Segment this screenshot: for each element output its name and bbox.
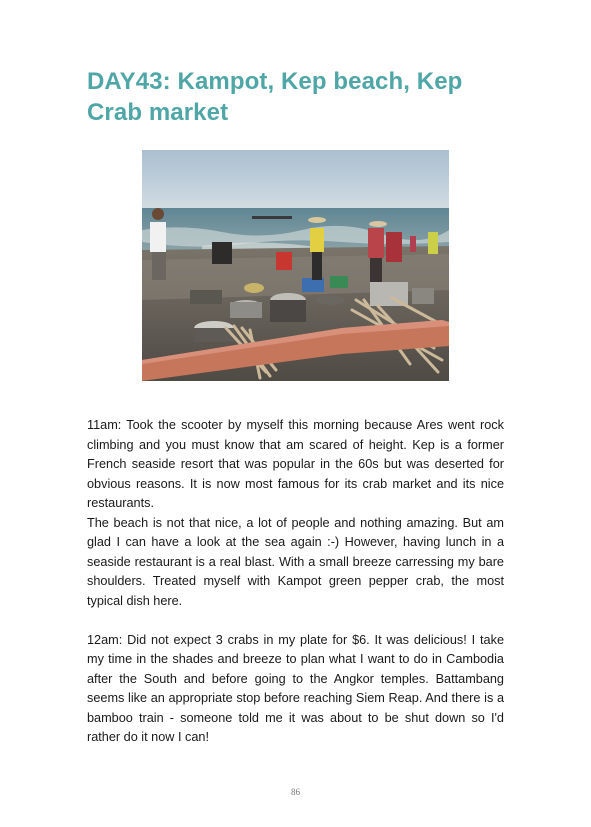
paragraph-11am-part2: The beach is not that nice, a lot of people and nothing amazing. But am glad I can have a look at the sea again :-) However, having lunch in a seaside restaurant is a real blast. With a small breeze carressing my bare shoulders. Treated myself with Kampot green pepper crab, the most typical dish here.	[87, 515, 504, 608]
page-title: DAY43: Kampot, Kep beach, Kep Crab market	[87, 68, 463, 126]
journal-entry	[87, 416, 504, 748]
paragraph-12am: 12am: Did not expect 3 crabs in my plate for $6. It was delicious! I take my time in the shades and breeze to plan what I want to do in Cambodia after the South and before going to the Angkor temples. Battambang seems like an appropriate stop before reaching Siem Reap. And there is a bamboo train - someone told me it was about to be shut down so I'd rather do it now I can!	[87, 632, 504, 744]
crab-market-photo	[142, 150, 449, 381]
paragraph-11am-part1: 11am: Took the scooter by myself this morning because Ares went rock climbing and you must know that am scared of height. Kep is a former French seaside resort that was popular in the 60s but was deserted for obvious reasons. It is now most famous for its crab market and its nice restaurants.	[87, 418, 504, 510]
page-number: 86	[291, 787, 300, 797]
